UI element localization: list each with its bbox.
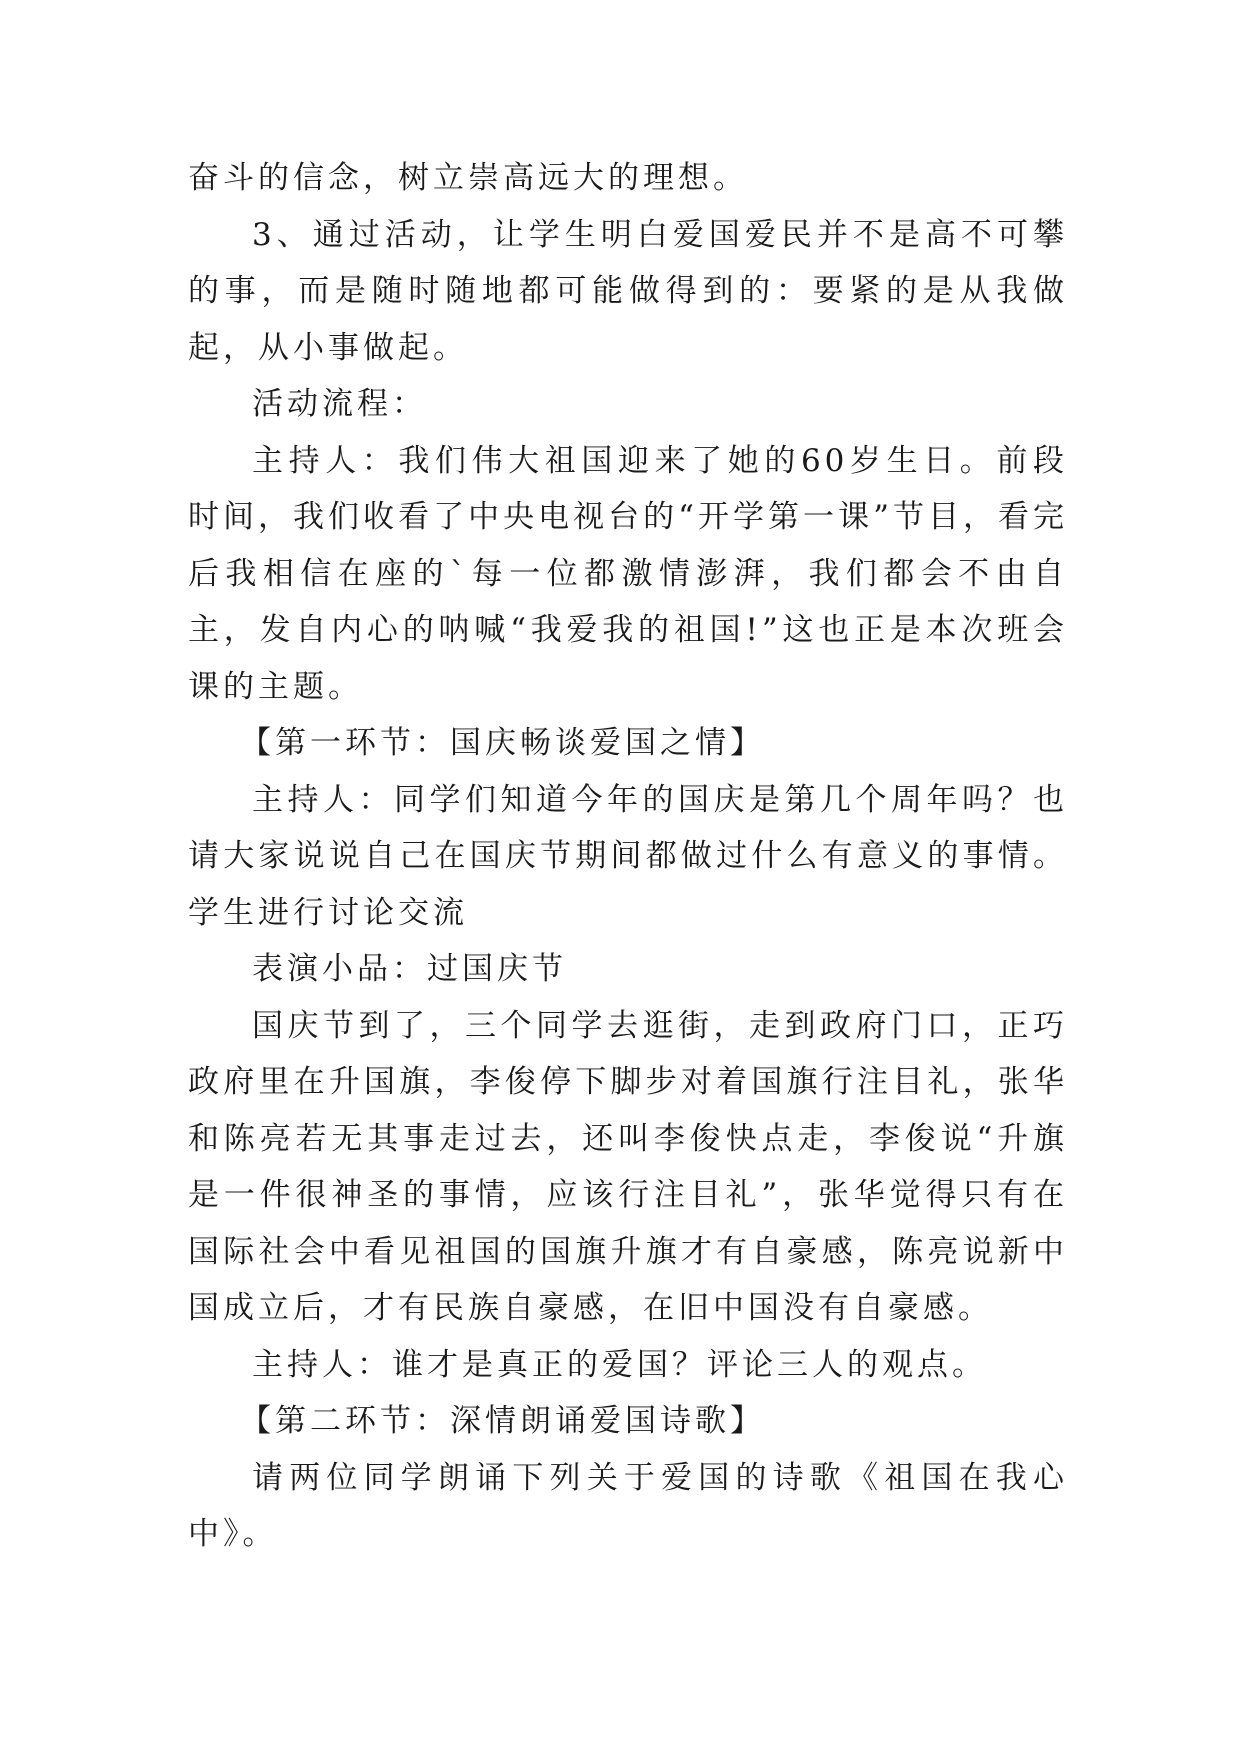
paragraph-skit-story: 国庆节到了，三个同学去逛街，走到政府门口，正巧政府里在升国旗，李俊停下脚步对着国旗行注目礼，张华和陈亮若无其事走过去，还叫李俊快点走，李俊说“升旗是一件很神圣的事情，应该行注目礼”，张华觉得只有在国际社会中看见祖国的国旗升旗才有自豪感，陈亮说新中国成立后，才有民族自豪感，在旧中国没有自豪感。	[188, 1007, 1068, 1326]
section-heading-2: 【第二环节：深情朗诵爱国诗歌】	[240, 1403, 765, 1439]
paragraph-host-comment: 主持人：谁才是真正的爱国？评论三人的观点。	[252, 1346, 987, 1383]
heading-activity-flow: 活动流程：	[252, 386, 427, 422]
section-heading-1: 【第一环节：国庆畅谈爱国之情】	[240, 725, 765, 761]
paragraph-skit-title: 表演小品：过国庆节	[252, 951, 567, 987]
paragraph-host-intro: 主持人：我们伟大祖国迎来了她的60岁生日。前段时间，我们收看了中央电视台的“开学第一课”节目，看完后我相信在座的`每一位都激情澎湃，我们都会不由自主，发自内心的呐喊“我爱我的祖国!”这也正是本次班会课的主题。	[188, 442, 1068, 705]
paragraph-continuation: 奋斗的信念，树立崇高远大的理想。	[188, 160, 748, 196]
paragraph-host-question: 主持人：同学们知道今年的国庆是第几个周年吗？也请大家说说自己在国庆节期间都做过什么有意义的事情。学生进行讨论交流	[188, 781, 1068, 931]
paragraph-objective-3: 3、通过活动，让学生明白爱国爱民并不是高不可攀的事，而是随时随地都可能做得到的：要紧的是从我做起，从小事做起。	[188, 216, 1068, 366]
document-page	[188, 150, 1068, 1563]
paragraph-poem-intro: 请两位同学朗诵下列关于爱国的诗歌《祖国在我心中》。	[188, 1459, 1068, 1552]
